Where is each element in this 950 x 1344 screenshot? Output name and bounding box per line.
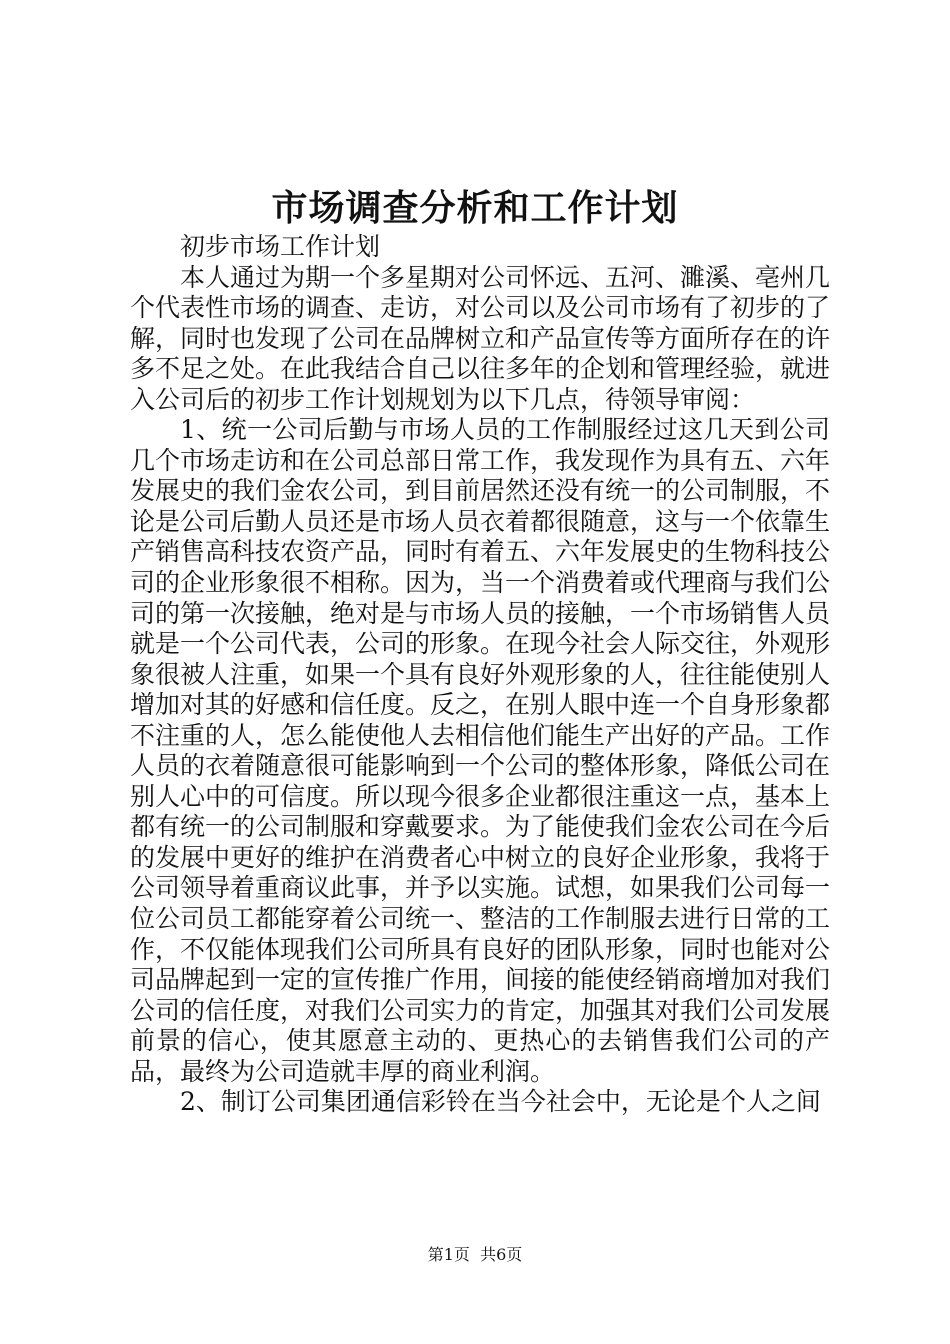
footer-gap bbox=[470, 1245, 480, 1264]
paragraph-item-1: 1、统一公司后勤与市场人员的工作制服经过这几天到公司几个市场走访和在公司总部日常工作，我发现作为具有五、六年发展史的我们金农公司，到目前居然还没有统一的公司制服，不论是公司后勤人员还是市场人员衣着都很随意，这与一个依靠生产销售高科技农资产品，同时有着五、六年发展史的生物科技公司的企业形象很不相称。因为，当一个消费着或代理商与我们公司的第一次接触，绝对是与市场人员的接触，一个市场销售人员就是一个公司代表，公司的形象。在现今社会人际交往，外观形象很被人注重，如果一个具有良好外观形象的人，往往能使别人增加对其的好感和信任度。反之，在别人眼中连一个自身形象都不注重的人，怎么能使他人去相信他们能生产出好的产品。工作人员的衣着随意很可能影响到一个公司的整体形象，降低公司在别人心中的可信度。所以现今很多企业都很注重这一点，基本上都有统一的公司制服和穿戴要求。为了能使我们金农公司在今后的发展中更好的维护在消费者心中树立的良好企业形象，我将于公司领导着重商议此事，并予以实施。试想，如果我们公司每一位公司员工都能穿着公司统一、整洁的工作制服去进行日常的工作，不仅能体现我们公司所具有良好的团队形象，同时也能对公司品牌起到一定的宣传推广作用，间接的能使经销商增加对我们公司的信任度，对我们公司实力的肯定，加强其对我们公司发展前景的信心，使其愿意主动的、更热心的去销售我们公司的产品，最终为公司造就丰厚的商业利润。 bbox=[130, 415, 831, 1086]
document-body bbox=[130, 232, 830, 1118]
page-footer bbox=[0, 1244, 950, 1266]
page-total: 共6页 bbox=[480, 1245, 523, 1264]
subtitle: 初步市场工作计划 bbox=[180, 232, 381, 261]
page-title: 市场调查分析和工作计划 bbox=[271, 187, 679, 229]
page-number: 第1页 bbox=[427, 1245, 470, 1264]
paragraph-intro: 本人通过为期一个多星期对公司怀远、五河、濉溪、亳州几个代表性市场的调查、走访，对公司以及公司市场有了初步的了解，同时也发现了公司在品牌树立和产品宣传等方面所存在的许多不足之处。在此我结合自己以往多年的企划和管理经验，就进入公司后的初步工作计划规划为以下几点，待领导审阅： bbox=[130, 262, 831, 414]
paragraph-item-2: 2、制订公司集团通信彩铃在当今社会中，无论是个人之间 bbox=[180, 1087, 821, 1117]
